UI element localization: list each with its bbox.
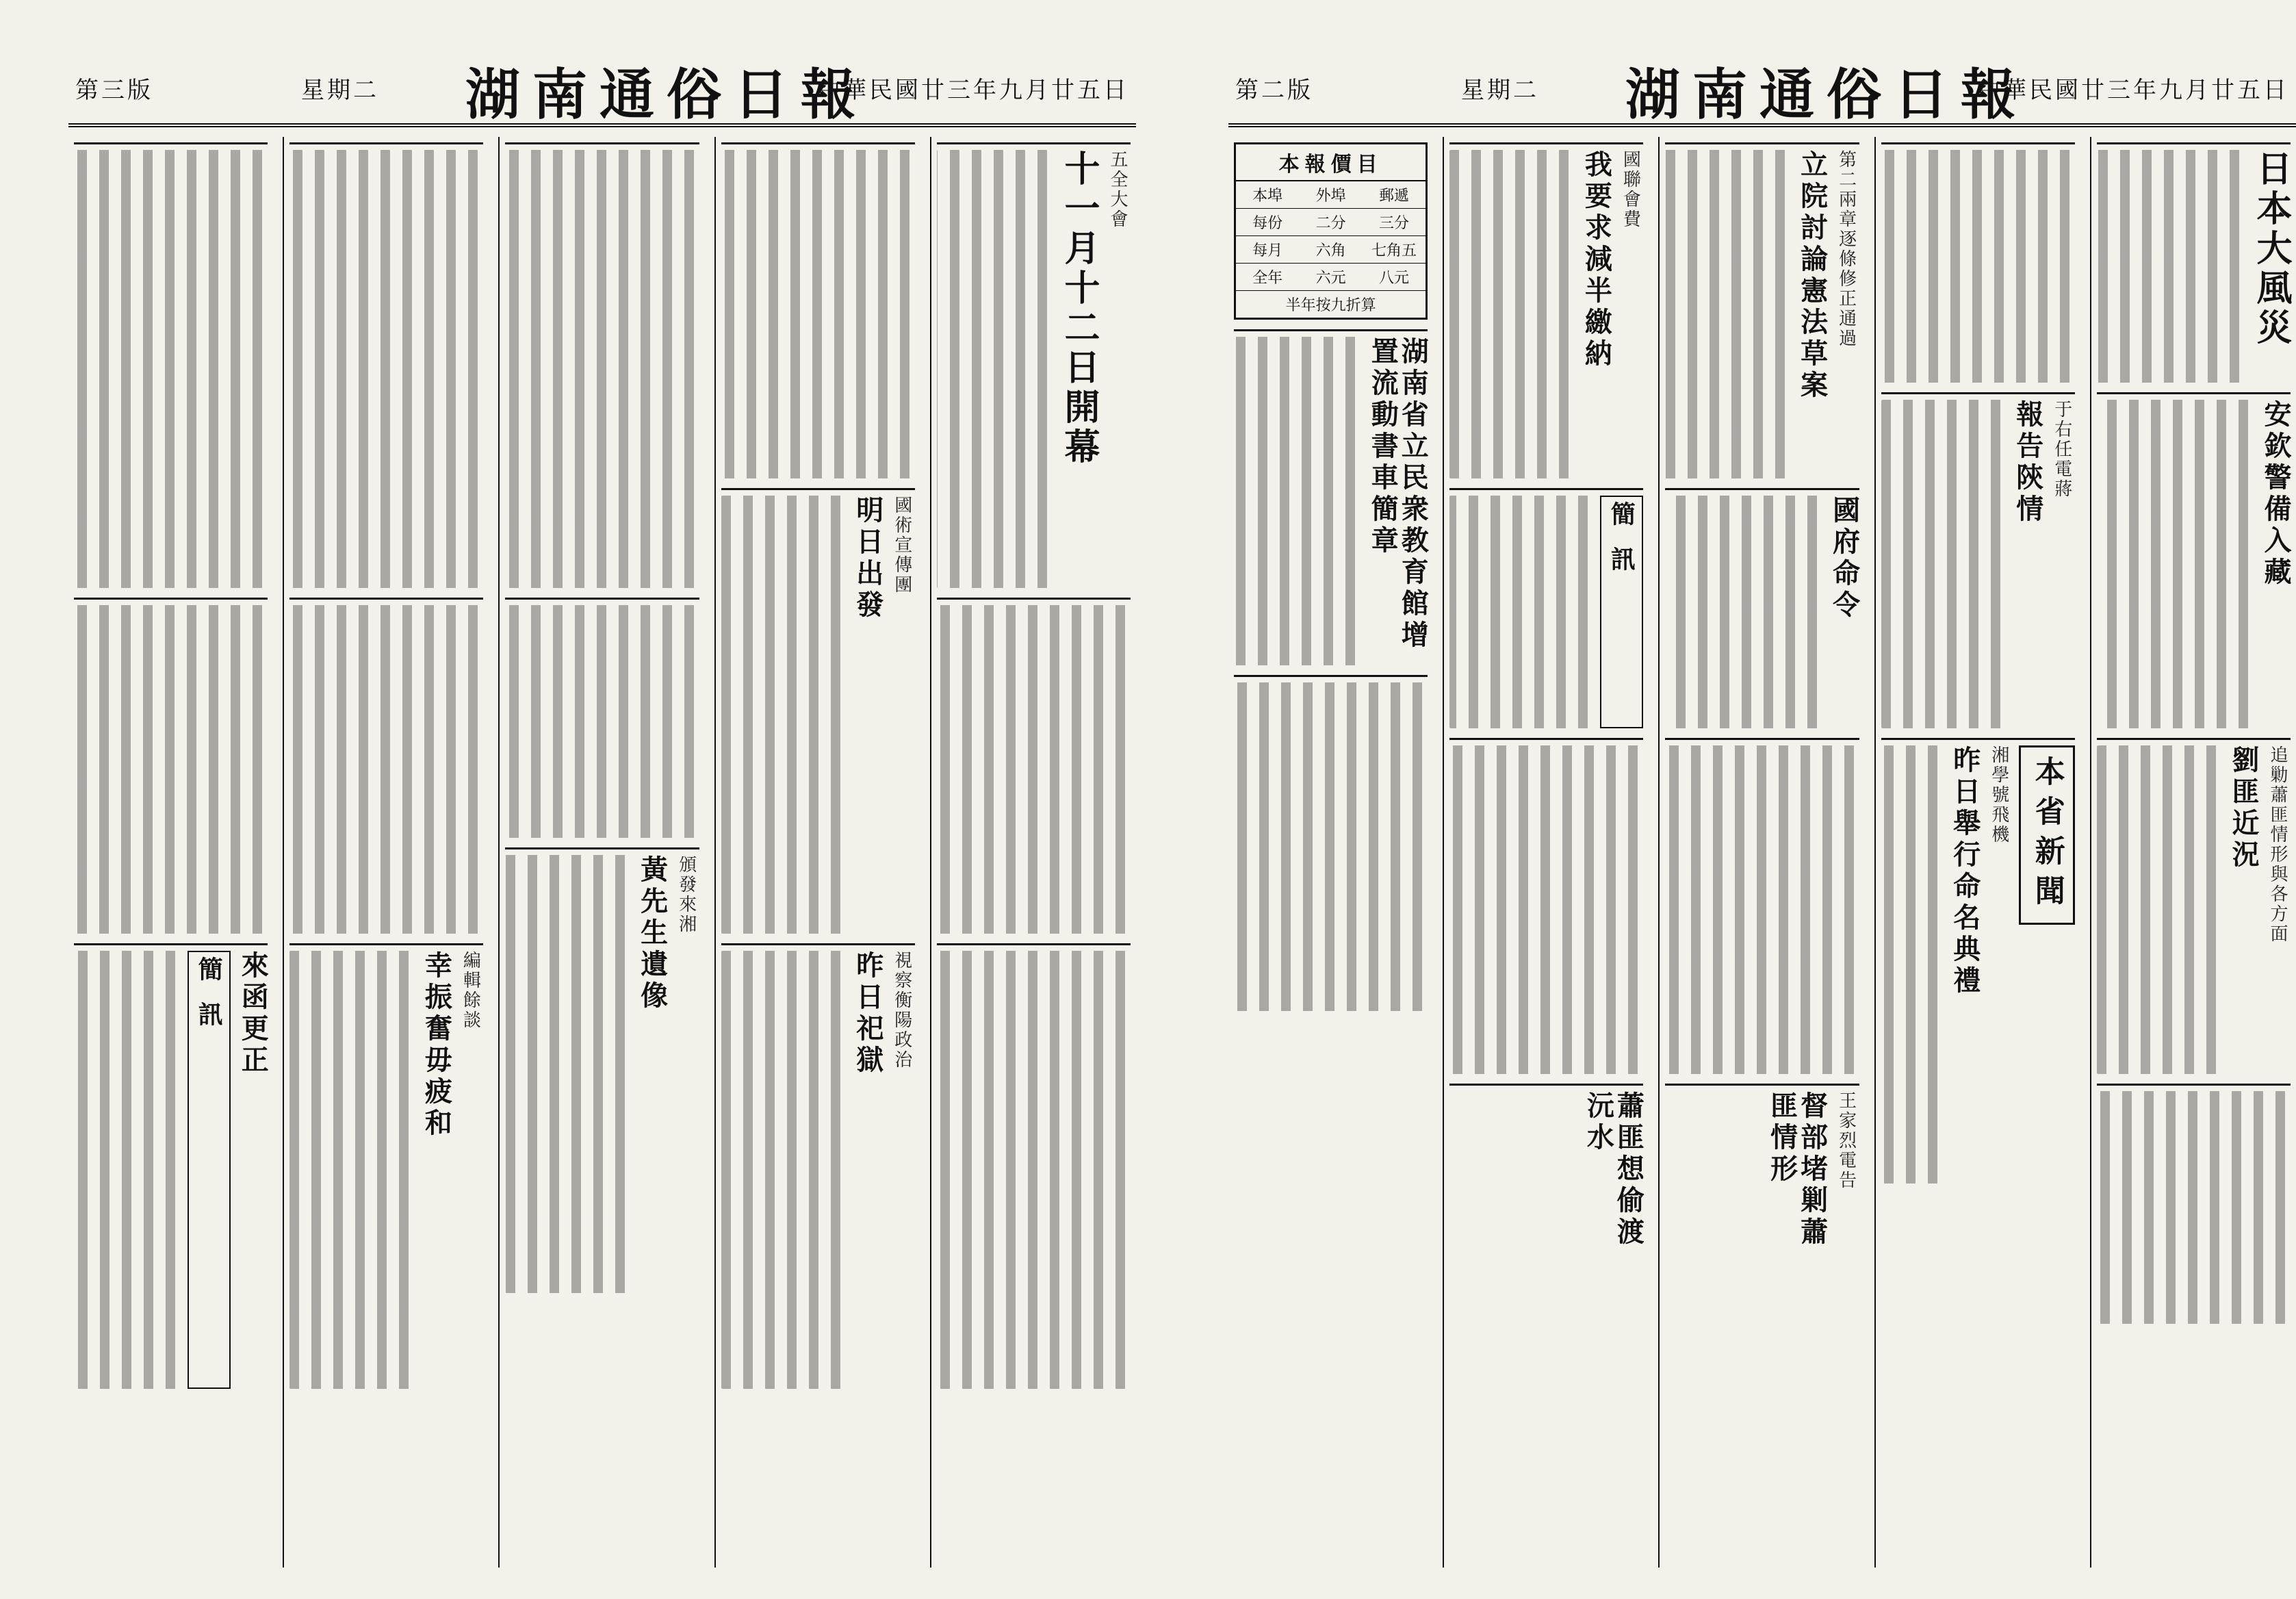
article-body xyxy=(1449,496,1593,728)
article-headline: 我要求減半繳納 xyxy=(1580,150,1613,370)
article xyxy=(289,943,483,1389)
article-headline: 黃先生遺像 xyxy=(636,855,669,1012)
article-headline: 報告陝情 xyxy=(2011,400,2044,526)
article-body xyxy=(505,150,699,588)
price-cell: 每月 xyxy=(1252,242,1283,259)
article-headline: 昨日舉行命名典禮 xyxy=(1948,745,1981,997)
article xyxy=(2097,738,2291,1074)
column xyxy=(714,137,920,1568)
article-body xyxy=(1449,150,1574,478)
article xyxy=(2097,1084,2291,1324)
article xyxy=(1881,392,2075,728)
price-cell: 外埠 xyxy=(1315,188,1346,205)
article-subhead: 第二兩章逐條修正通過 xyxy=(1835,150,1857,348)
article-body xyxy=(937,150,1053,588)
masthead xyxy=(1228,41,2296,127)
column xyxy=(1874,137,2080,1568)
article-subhead: 五全大會 xyxy=(1107,150,1128,229)
article-body xyxy=(1881,150,2075,383)
page-body xyxy=(1228,137,2296,1568)
article-body xyxy=(721,951,846,1389)
price-cell: 六角 xyxy=(1315,242,1346,259)
masthead xyxy=(68,41,1136,127)
date-label: 中華民國廿三年九月廿五日 xyxy=(817,77,1129,104)
article-body xyxy=(1234,682,1428,1011)
edition-label: 第二版 xyxy=(1235,77,1313,104)
article-body xyxy=(289,951,414,1389)
price-table xyxy=(1234,142,1428,320)
article-subhead: 王家烈電告 xyxy=(1835,1091,1857,1190)
price-cell: 六元 xyxy=(1315,270,1346,287)
page-2 xyxy=(1228,41,2296,1568)
column xyxy=(283,137,489,1568)
weekday-label: 星期二 xyxy=(1461,77,1539,104)
article-body xyxy=(505,605,699,838)
article xyxy=(937,943,1131,1389)
article xyxy=(1449,142,1643,478)
article-headline: 劉匪近況 xyxy=(2228,745,2260,871)
price-cell: 七角五 xyxy=(1371,242,1417,259)
article xyxy=(505,847,699,1293)
article-headline: 日本大風災 xyxy=(2250,150,2292,348)
article-body xyxy=(1234,337,1360,665)
article xyxy=(289,142,483,588)
page-3 xyxy=(68,41,1136,1568)
article-headline: 立院討論憲法草案 xyxy=(1796,150,1829,402)
article-body xyxy=(1665,745,1859,1074)
article xyxy=(289,598,483,934)
article-subhead: 國術宣傳團 xyxy=(891,496,912,595)
article-headline: 明日出發 xyxy=(851,496,884,622)
article xyxy=(1665,142,1859,478)
article-body xyxy=(1881,400,2006,728)
article xyxy=(721,142,915,478)
price-row xyxy=(1236,236,1426,264)
section-label: 編輯餘談 xyxy=(460,951,481,1030)
date-label: 中華民國廿三年九月廿五日 xyxy=(1977,77,2289,104)
article-body xyxy=(2097,150,2245,383)
article-body xyxy=(505,855,630,1293)
article xyxy=(721,943,915,1389)
article xyxy=(2097,142,2291,383)
article xyxy=(1881,738,2075,1184)
edition-label: 第三版 xyxy=(75,77,153,104)
price-cell: 郵遞 xyxy=(1378,188,1409,205)
article-body xyxy=(721,496,846,934)
column xyxy=(498,137,704,1568)
article xyxy=(2097,392,2291,728)
article-body xyxy=(74,951,181,1389)
price-row xyxy=(1236,264,1426,291)
newspaper-title: 湖南通俗日報 xyxy=(465,62,868,127)
price-row xyxy=(1236,181,1426,209)
article xyxy=(1665,1084,1859,1255)
article-body xyxy=(74,605,268,934)
brief-label: 簡訊 xyxy=(188,951,231,1389)
article-body xyxy=(1665,150,1790,478)
article-body xyxy=(2097,400,2254,728)
price-cell: 本埠 xyxy=(1252,188,1283,205)
article xyxy=(1881,142,2075,383)
article xyxy=(1234,675,1428,1011)
article-headline: 來函更正 xyxy=(237,951,270,1077)
article xyxy=(1234,329,1428,665)
article-headline: 十一月十二日開幕 xyxy=(1058,150,1100,468)
brief-label: 簡訊 xyxy=(1600,496,1643,728)
article-body xyxy=(1449,745,1643,1074)
column xyxy=(1228,137,1433,1568)
article-subhead: 國聯會費 xyxy=(1620,150,1641,229)
column xyxy=(930,137,1136,1568)
article-headline: 安欽警備入藏 xyxy=(2260,400,2292,589)
article xyxy=(1449,1084,1643,1255)
article-headline: 督部堵剿蕭匪情形 xyxy=(1766,1091,1829,1249)
article xyxy=(937,142,1131,588)
price-cell: 二分 xyxy=(1315,215,1346,232)
article xyxy=(1449,738,1643,1074)
article xyxy=(721,488,915,934)
price-cell: 每份 xyxy=(1252,215,1283,232)
article-body xyxy=(289,150,483,588)
page-body xyxy=(68,137,1136,1568)
column xyxy=(1658,137,1864,1568)
price-row xyxy=(1236,209,1426,236)
article-headline: 湖南省立民衆教育館增置流動書車簡章 xyxy=(1367,337,1430,652)
article xyxy=(1665,738,1859,1074)
article-headline: 蕭匪想偷渡沅水 xyxy=(1582,1091,1645,1249)
article-body xyxy=(937,605,1131,934)
article-body xyxy=(721,150,915,478)
article-body xyxy=(1881,745,1943,1184)
column xyxy=(2090,137,2296,1568)
article-subhead: 追勦蕭匪情形與各方面 xyxy=(2267,745,2288,944)
weekday-label: 星期二 xyxy=(301,77,379,104)
article xyxy=(937,598,1131,934)
article xyxy=(1665,488,1859,728)
article-subhead: 視察衡陽政治 xyxy=(891,951,912,1070)
newspaper-title: 湖南通俗日報 xyxy=(1625,62,2028,127)
article-headline: 幸振奮毋疲和 xyxy=(420,951,453,1140)
article-body xyxy=(74,150,268,588)
price-cell: 八元 xyxy=(1378,270,1409,287)
price-cell: 三分 xyxy=(1378,215,1409,232)
article xyxy=(74,943,268,1389)
article xyxy=(1449,488,1643,728)
column xyxy=(68,137,273,1568)
article-body xyxy=(937,951,1131,1389)
section-label: 本省新聞 xyxy=(2019,745,2075,925)
article-subhead: 于右任電蔣 xyxy=(2051,400,2072,499)
price-cell: 全年 xyxy=(1252,270,1283,287)
article-subhead: 湘學號飛機 xyxy=(1988,745,2009,845)
article-headline: 昨日祀獄 xyxy=(851,951,884,1077)
article-body xyxy=(289,605,483,934)
article-body xyxy=(1665,496,1822,728)
article-body xyxy=(2097,1091,2291,1324)
article-body xyxy=(2097,745,2221,1074)
article xyxy=(505,598,699,838)
article xyxy=(505,142,699,588)
price-table-title: 本報價目 xyxy=(1236,144,1426,181)
article xyxy=(74,598,268,934)
article xyxy=(74,142,268,588)
price-note: 半年按九折算 xyxy=(1285,297,1376,314)
article-headline: 國府命令 xyxy=(1828,496,1861,622)
article-subhead: 頒發來湘 xyxy=(675,855,697,934)
column xyxy=(1443,137,1649,1568)
